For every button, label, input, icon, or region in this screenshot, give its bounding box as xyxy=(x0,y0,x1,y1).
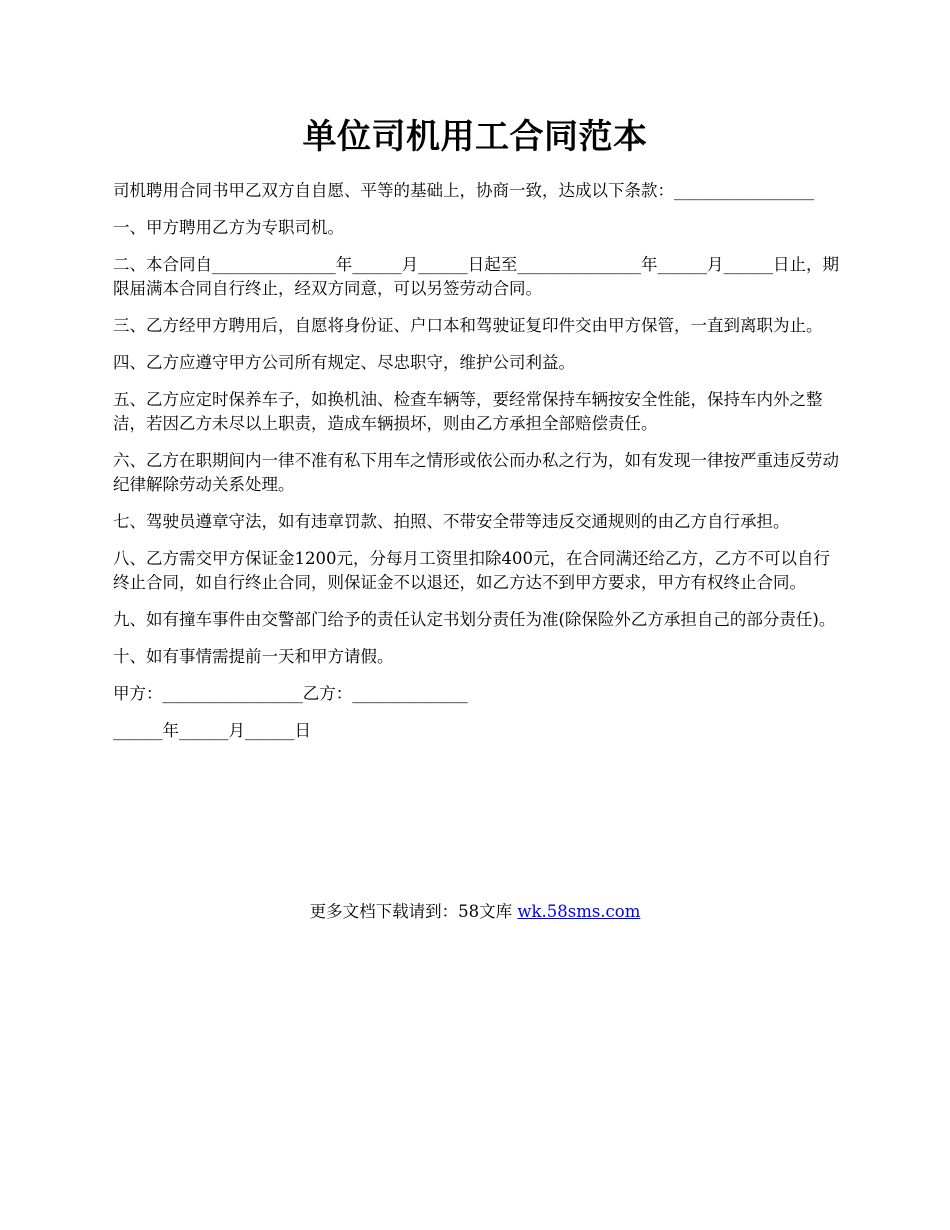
clause-4-paragraph: 四、乙方应遵守甲方公司所有规定、尽忠职守，维护公司利益。 xyxy=(113,353,575,372)
signature-line: 甲方：_________________乙方：______________ xyxy=(113,684,468,703)
document-body xyxy=(113,179,840,756)
download-footer xyxy=(0,900,950,924)
clause-9-paragraph: 九、如有撞车事件由交警部门给予的责任认定书划分责任为准(除保险外乙方承担自己的部分责任)。 xyxy=(113,610,836,629)
footer-text: 更多文档下载请到：58文库 xyxy=(309,902,518,921)
clause-7-paragraph: 七、驾驶员遵章守法，如有违章罚款、拍照、不带安全带等违反交通规则的由乙方自行承担。 xyxy=(113,512,790,531)
clause-5-paragraph: 五、乙方应定时保养车子，如换机油、检查车辆等，要经常保持车辆按安全性能，保持车内外之整洁，若因乙方未尽以上职责，造成车辆损坏，则由乙方承担全部赔偿责任。 xyxy=(113,390,823,433)
clause-2-paragraph: 二、本合同自_______________年______月______日起至_______________年______月______日止，期限届满本合同自行终止，经双方同意，可以另签劳动合同。 xyxy=(113,255,839,298)
clause-1-paragraph: 一、甲方聘用乙方为专职司机。 xyxy=(113,218,344,237)
date-line: ______年______月______日 xyxy=(113,721,311,740)
clause-8-paragraph: 八、乙方需交甲方保证金1200元，分每月工资里扣除400元，在合同满还给乙方，乙方不可以自行终止合同，如自行终止合同，则保证金不以退还，如乙方达不到甲方要求，甲方有权终止合同。 xyxy=(113,549,830,592)
footer-link[interactable]: wk.58sms.com xyxy=(517,902,641,921)
clause-3-paragraph: 三、乙方经甲方聘用后，自愿将身份证、户口本和驾驶证复印件交由甲方保管，一直到离职为止。 xyxy=(113,316,823,335)
document-title: 单位司机用工合同范本 xyxy=(302,117,648,157)
clause-10-paragraph: 十、如有事情需提前一天和甲方请假。 xyxy=(113,647,394,666)
contract-intro-paragraph: 司机聘用合同书甲乙双方自自愿、平等的基础上，协商一致，达成以下条款：_________________ xyxy=(113,181,815,200)
clause-6-paragraph: 六、乙方在职期间内一律不准有私下用车之情形或依公而办私之行为，如有发现一律按严重违反劳动纪律解除劳动关系处理。 xyxy=(113,451,839,494)
